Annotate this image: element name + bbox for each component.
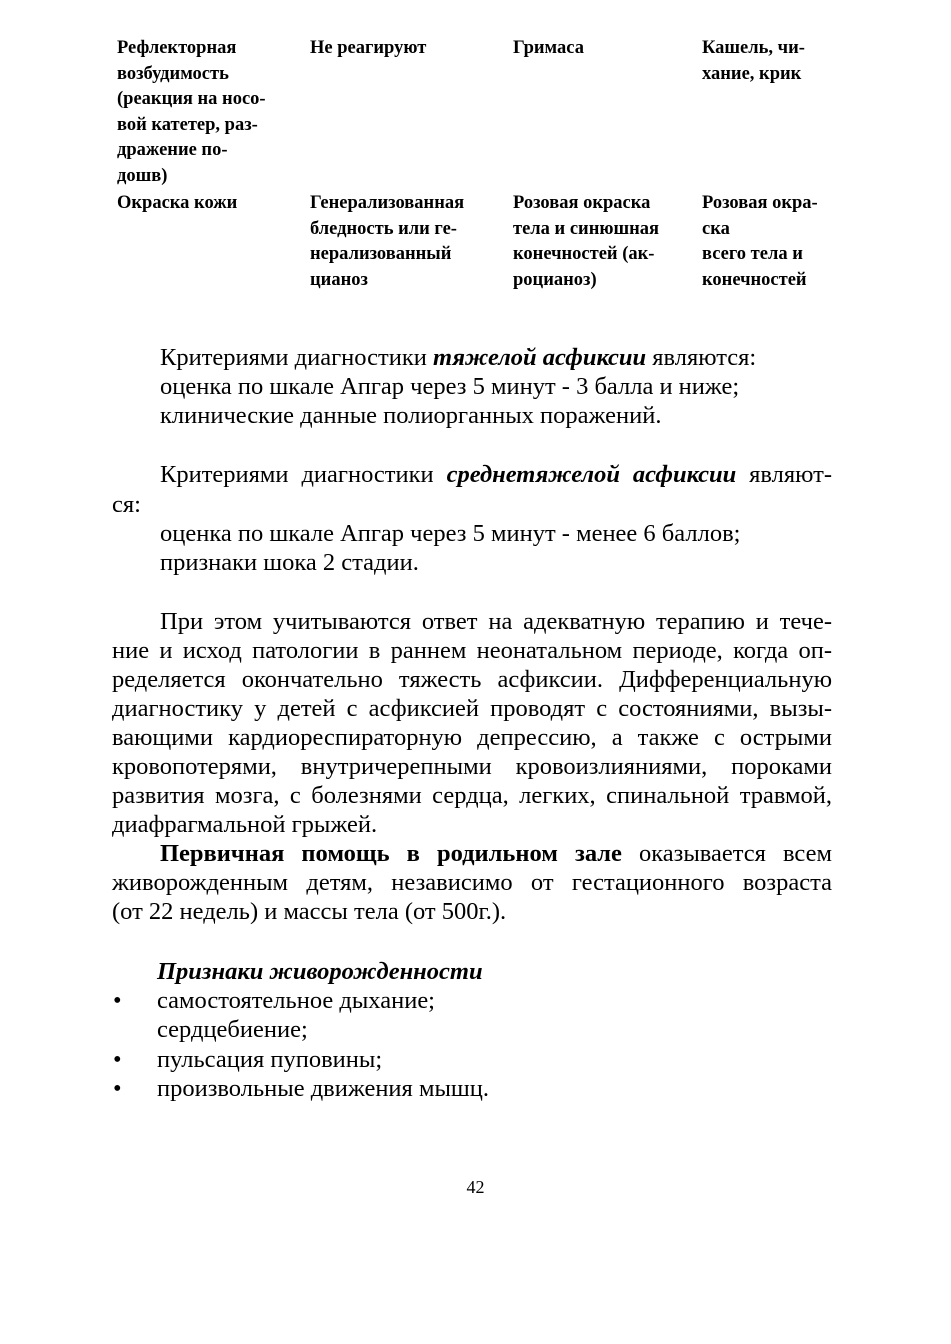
bullet-icon: • [113, 1075, 122, 1102]
page-number: 42 [466, 1177, 485, 1197]
cell-line: Розовая окраска [513, 193, 651, 213]
cell-line: конечностей [702, 269, 807, 290]
cell-line: Не реагируют [310, 38, 427, 58]
list-item: сердцебиение; [157, 1016, 308, 1043]
primary-care-line-3: (от 22 недель) и массы тела (от 500г.). [112, 898, 507, 925]
cell-line: дошв) [117, 165, 168, 186]
row-reflex-score1 [513, 36, 688, 62]
list-item: самостоятельное дыхание; [157, 987, 435, 1014]
list-item: пульсация пуповины; [157, 1046, 383, 1073]
primary-care-line-2: живорожденным детям, независимо от гестационного возраста [112, 869, 832, 896]
cell-line: хание, крик [702, 63, 802, 84]
cell-line: (реакция на носо- [117, 89, 266, 109]
moderate-intro-pre: Критериями диагностики [160, 461, 447, 488]
cell-line: дражение по- [117, 140, 228, 160]
row-reflex-score0 [310, 36, 490, 62]
paragraph-line: ределяется окончательно тяжесть асфиксии. Дифференциальную [112, 666, 832, 693]
cell-line: тела и синюшная [513, 218, 660, 239]
cell-line: Генерализованная [310, 193, 465, 213]
cell-line: Окраска кожи [117, 193, 238, 213]
row-skin-score1 [513, 191, 688, 293]
primary-care-rest: оказывается всем [621, 840, 832, 867]
severe-line-2: клинические данные полиорганных поражений. [160, 402, 662, 429]
severe-line-1: оценка по шкале Апгар через 5 минут - 3 балла и ниже; [160, 373, 740, 400]
paragraph-line: диафрагмальной грыжей. [112, 811, 378, 838]
row-reflex-score2 [702, 36, 842, 87]
cell-line: Кашель, чи- [702, 38, 805, 58]
cell-line: всего тела и [702, 244, 803, 264]
moderate-intro-em: среднетяжелой асфиксии [446, 461, 737, 488]
paragraph-line: ние и исход патологии в раннем неонатальном периоде, когда оп- [112, 637, 832, 664]
cell-line: возбудимость [117, 63, 229, 84]
paragraph-line: При этом учитываются ответ на адекватную терапию и тече- [160, 608, 832, 635]
list-item: произвольные движения мышц. [157, 1075, 490, 1102]
cell-line: бледность или ге- [310, 218, 457, 239]
severe-intro-em: тяжелой асфиксии [432, 344, 647, 371]
cell-line: вой катетер, раз- [117, 114, 258, 135]
row-reflex-criterion [117, 36, 297, 189]
cell-line: Гримаса [513, 38, 584, 58]
primary-care-line-1 [160, 839, 832, 868]
primary-care-bold: Первичная помощь в родильном зале [160, 840, 622, 867]
moderate-intro [160, 460, 832, 489]
bullet-icon: • [113, 1046, 122, 1073]
cell-line: конечностей (ак- [513, 244, 655, 264]
cell-line: роцианоз) [513, 269, 597, 290]
row-skin-score0 [310, 191, 490, 293]
paragraph-line: кровопотерями, внутричерепными кровоизлияниями, пороками [112, 753, 832, 780]
cell-line: Рефлекторная [117, 38, 237, 58]
cell-line: цианоз [310, 269, 368, 290]
moderate-line-1: оценка по шкале Апгар через 5 минут - менее 6 баллов; [160, 520, 741, 547]
row-skin-score2 [702, 191, 842, 293]
signs-heading: Признаки живорожденности [157, 958, 483, 985]
cell-line: Розовая окра- [702, 193, 818, 213]
moderate-intro-post: являют- [736, 461, 832, 488]
moderate-line-2: признаки шока 2 стадии. [160, 549, 419, 576]
bullet-icon: • [113, 987, 122, 1014]
paragraph-line: диагностику у детей с асфиксией проводят с состояниями, вызы- [112, 695, 832, 722]
paragraph-line: развития мозга, с болезнями сердца, легких, спинальной травмой, [112, 782, 832, 809]
severe-intro-post: являются: [646, 344, 757, 371]
severe-intro-pre: Критериями диагностики [160, 344, 433, 371]
moderate-intro-cont: ся: [112, 491, 141, 518]
row-skin-criterion [117, 191, 297, 217]
severe-intro [160, 343, 756, 372]
cell-line: ска [702, 218, 730, 239]
cell-line: нерализованный [310, 244, 452, 264]
paragraph-line: вающими кардиореспираторную депрессию, а также с острыми [112, 724, 832, 751]
